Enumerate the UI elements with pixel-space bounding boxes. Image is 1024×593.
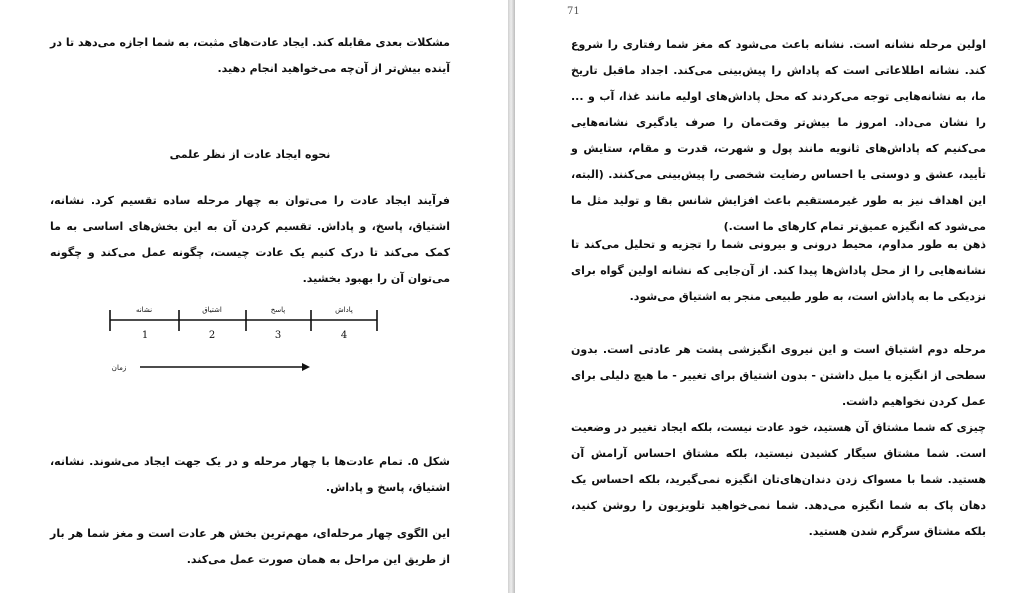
paragraph-cue: اولین مرحله نشانه است. نشانه باعث می‌شود که مغز شما رفتاری را شروع کند. نشانه اطلاعاتی است که پاداش را پیش‌بینی می‌کند. اجداد ماقبل تاریخ ما، به نشانه‌هایی توجه می‌کردند که محل پاداش‌های اولیه مانند غذا، آب و ... را نشان می‌داد. امروز ما بیش‌تر وقت‌مان را صرف یادگیری نشانه‌هایی می‌کنیم که پاداش‌های ثانویه مانند پول و شهرت، قدرت و مقام، ستایش و تأیید، عشق و دوستی یا احساس رضایت شخصی را پیش‌بینی می‌کنند. (البته، این اهداف نیز به طور غیرمستقیم باعث افزایش شانس بقا و تولید مثل ما می‌شود که انگیزه عمیق‌تر تمام کارهای ما است.) [571,38,986,233]
stage-label-cue: نشانه [135,306,153,314]
time-arrow-head [302,363,310,371]
stage-label-reward: پاداش [335,306,353,314]
paragraph-mind: ذهن به طور مداوم، محیط درونی و بیرونی شما را تجزیه و تحلیل می‌کند تا نشانه‌هایی را از محل پاداش‌ها پیدا کند. از آن‌جایی که نشانه اولین گواه برای نزدیکی ما به پاداش است، به طور طبیعی منجر به اشتیاق می‌شود. [571,238,986,303]
stage-number: 4 [340,330,348,341]
paragraph-craving: مرحله دوم اشتیاق است و این نیروی انگیزشی پشت هر عادتی است. بدون سطحی از انگیزه یا میل داشتن - بدون اشتیاق برای تغییر - ما هیچ دلیلی برای عمل کردن نخواهیم داشت. [571,343,986,408]
figure-caption: شکل ۵. تمام عادت‌ها با چهار مرحله و در یک جهت ایجاد می‌شوند. نشانه، اشتیاق، پاسخ و پاداش. [50,455,450,494]
habit-loop-figure [95,300,395,390]
stage-number: 1 [141,330,149,341]
habit-timeline-diagram [95,300,395,390]
page-gutter [508,0,515,593]
paragraph-change: چیزی که شما مشتاق آن هستید، خود عادت نیست، بلکه ایجاد تغییر در وضعیت است. شما مشتاق سیگار کشیدن نیستید، بلکه مشتاق احساس آرامش آن هستید. شما با مسواک زدن دندان‌های‌تان انگیزه نمی‌گیرید، بلکه احساس یک دهان پاک به شما انگیزه می‌دهد. شما نمی‌خواهید تلویزیون را روشن کنید، بلکه مشتاق سرگرم شدن هستید. [571,421,986,538]
left-page [0,0,508,593]
stage-label-response: پاسخ [270,306,286,314]
paragraph-process: فرآیند ایجاد عادت را می‌توان به چهار مرحله ساده تقسیم کرد. نشانه، اشتیاق، پاسخ، و پاداش. تقسیم کردن آن به این بخش‌های اساسی به ما کمک می‌کند تا درک کنیم یک عادت چیست، چگونه عمل می‌کند و چگونه می‌توان آن را بهبود بخشید. [50,194,450,285]
paragraph-bottom: این الگوی چهار مرحله‌ای، مهم‌ترین بخش هر عادت است و مغز شما هر بار از طریق این مراحل به همان صورت عمل می‌کند. [50,527,450,566]
stage-number: 2 [208,330,216,341]
stage-label-craving: اشتیاق [202,306,222,314]
right-page [515,0,1024,593]
page-number: 71 [567,6,580,17]
section-heading: نحوه ایجاد عادت از نظر علمی [169,148,331,161]
time-label: زمان [111,364,127,372]
stage-number: 3 [274,330,282,341]
paragraph-top: مشکلات بعدی مقابله کند. ایجاد عادت‌های مثبت، به شما اجازه می‌دهد تا در آینده بیش‌تر از آن‌چه می‌خواهید انجام دهید. [50,36,450,75]
